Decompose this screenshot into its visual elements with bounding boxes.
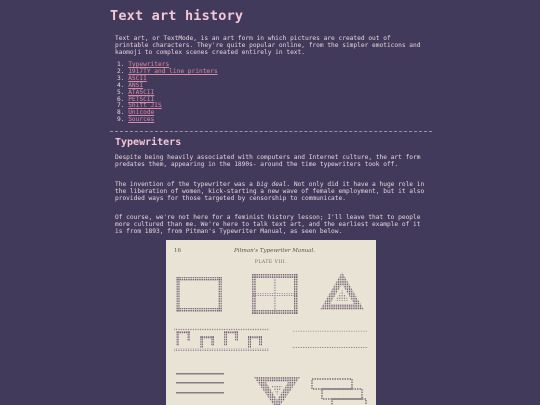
art-greek-key-pattern — [174, 328, 269, 351]
toc-link-typewriters[interactable]: Typewriters — [128, 61, 170, 68]
typewriter-manual-image — [166, 240, 376, 405]
art-ornamental-frame — [252, 274, 298, 314]
toc-item: 6. PETSCII — [117, 95, 155, 103]
section-paragraph-3: Of course, we're not here for a feminist history lesson; I'll leave that to people more cultured than me. We're here to talk text art, and the earliest example of it is from 1893, from Pitman's Typewriter Manual, as seen below. — [115, 214, 421, 236]
art-triangle — [320, 272, 364, 310]
toc-link-shift-jis[interactable]: Shift JIS — [128, 102, 162, 110]
art-rectangle-frame — [176, 277, 222, 312]
toc-link-line-printers[interactable]: 1917TY and line printers — [128, 67, 218, 75]
toc-item: 3. ASCII — [117, 74, 147, 82]
figure-title: Pitman's Typewriter Manual. — [234, 248, 316, 254]
intro-paragraph: Text art, or TextMode, is an art form in which pictures are created out of printable characters. They're quite popular online, from the simpler emoticons and kaomoji to complex scenes created entirely in text. — [115, 35, 421, 57]
section-divider — [110, 131, 432, 132]
toc-link-sources[interactable]: Sources — [128, 116, 155, 124]
art-dotted-border — [292, 330, 368, 348]
figure-page-number: 16 — [174, 248, 181, 254]
toc-item: 4. ANSI — [117, 81, 144, 89]
art-inverted-triangle — [254, 377, 300, 405]
art-dashed-line — [176, 373, 224, 394]
section-paragraph-2: The invention of the typewriter was a big deal. Not only did it have a huge role in the liberation of women, kick-starting a new wave of female employment, but it also provided ways for those targeted by censorship to communicate. — [115, 181, 425, 203]
toc-link-atascii[interactable]: ATASCII — [128, 88, 155, 96]
section-heading: Typewriters — [115, 137, 182, 148]
toc-item: 8. Unicode — [117, 109, 155, 117]
toc-item: 9. Sources — [117, 116, 155, 124]
page-title: Text art history — [110, 8, 244, 24]
toc-link-petscii[interactable]: PETSCII — [128, 95, 155, 103]
emphasis-text: big deal — [256, 181, 287, 188]
toc-item: 5. ATASCII — [117, 88, 155, 96]
toc-link-ansi[interactable]: ANSI — [128, 81, 144, 89]
toc-link-ascii[interactable]: ASCII — [128, 74, 147, 82]
table-of-contents — [117, 62, 218, 124]
typewriter-art-illustration — [166, 240, 376, 405]
toc-item: 7. Shift JIS — [117, 102, 162, 110]
toc-item: 2. 1917TY and line printers — [117, 67, 218, 75]
toc-item: 1. Typewriters — [117, 61, 170, 68]
figure-plate-label: PLATE VIII. — [254, 260, 288, 265]
art-stacked-boxes — [312, 379, 366, 405]
toc-link-unicode[interactable]: Unicode — [128, 109, 155, 117]
section-paragraph-1: Despite being heavily associated with computers and Internet culture, the art form predates them, appearing in the 1890s- around the time typewriters took off. — [115, 154, 421, 169]
